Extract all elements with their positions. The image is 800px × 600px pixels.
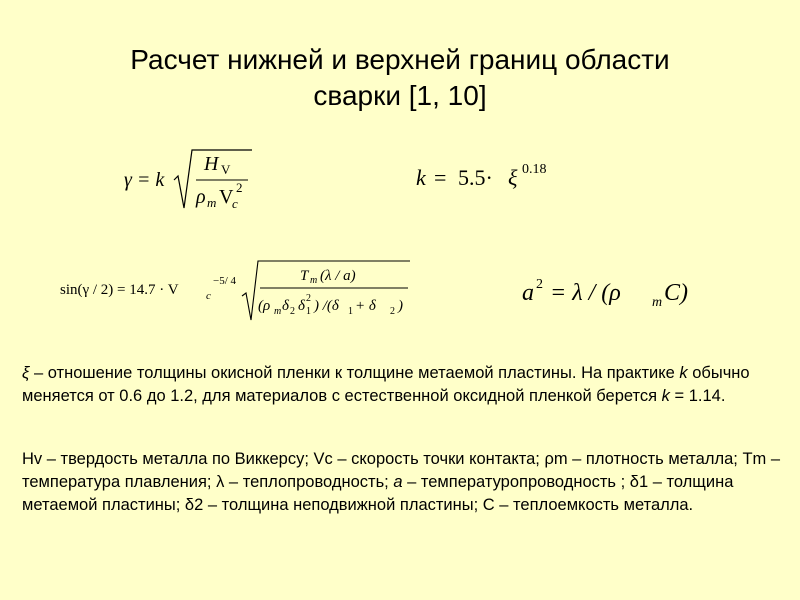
sin-num: T <box>300 268 309 284</box>
gamma-den-rho-sub: m <box>207 195 217 210</box>
p2-text-a: Hv – твердость металла по Виккерсу; Vc – скорость точки контакта; ρm – плотность металла; Tm – температура плавления; λ – теплопроводность; <box>22 450 781 491</box>
sin-den-d1-sup: 2 <box>306 293 311 304</box>
xi-symbol: ξ <box>22 364 30 382</box>
sin-den-m: m <box>274 306 282 317</box>
gamma-num-sub: V <box>221 162 231 177</box>
paragraph-xi <box>22 362 782 408</box>
a-rhs-sub: m <box>652 295 663 310</box>
a-rhs: = λ / (ρ <box>550 280 621 306</box>
sin-num-sub: m <box>310 275 318 286</box>
sin-den-d2-sub: 2 <box>290 306 295 317</box>
gamma-den-v-sub: c <box>232 196 238 211</box>
sin-den-plus: + δ <box>355 298 376 314</box>
sin-den-delta2: δ <box>282 298 289 314</box>
sin-den-delta1: δ <box>298 298 305 314</box>
sin-num-rest: (λ / a) <box>320 268 356 284</box>
p1-text-b: обычно меняется от 0.6 до 1.2, для материалов с естественной оксидной пленкой берется <box>22 364 750 405</box>
gamma-den-rho: ρ <box>196 186 206 208</box>
gamma-lhs: γ = k <box>124 169 165 191</box>
k-lhs: k <box>416 165 426 190</box>
a-symbol: a <box>393 473 403 491</box>
formula-k <box>412 155 572 200</box>
a-rhs-end: C) <box>664 280 688 306</box>
p2-text-b: – температуропроводность ; δ1 – толщина метаемой пластины; δ2 – толщина неподвижной пластины; C – теплоемкость металла. <box>22 473 734 514</box>
formula-a <box>518 270 698 315</box>
p1-text-c: = 1.14. <box>669 387 726 405</box>
p1-text-a: – отношение толщины окисной пленки к толщине метаемой пластины. На практике <box>29 364 680 382</box>
gamma-den-v: V <box>219 186 234 208</box>
sin-lhs: sin(γ / 2) = 14.7 · V <box>60 282 179 298</box>
title-line-1: Расчет нижней и верхней границ области <box>130 44 670 75</box>
k-coef: 5.5· <box>458 165 493 190</box>
k-eq: = <box>434 165 447 190</box>
sin-den-d1-sub: 1 <box>306 306 311 317</box>
sin-v-sub: c <box>206 290 211 302</box>
gamma-den-v-sup: 2 <box>236 180 243 195</box>
paragraph-legend <box>22 448 782 517</box>
k-exp: 0.18 <box>522 162 547 177</box>
gamma-num: H <box>204 153 219 175</box>
slide-title <box>0 42 800 114</box>
title-line-2: сварки [1, 10] <box>313 80 487 111</box>
formula-sin <box>58 256 418 326</box>
formula-gamma <box>120 142 260 217</box>
k-symbol-2: k <box>661 387 670 405</box>
sin-den-mid-sub: 1 <box>348 306 353 317</box>
sin-den-open: (ρ <box>258 298 271 314</box>
sin-den-plus-sub: 2 <box>390 306 395 317</box>
k-xi: ξ <box>508 165 518 190</box>
sin-v-sup: −5/ 4 <box>213 275 237 287</box>
a-sup: 2 <box>536 277 543 292</box>
sin-den-mid: ) /(δ <box>314 298 339 314</box>
a-lhs: a <box>522 280 534 306</box>
k-symbol: k <box>679 364 688 382</box>
sin-den-end: ) <box>398 298 403 314</box>
